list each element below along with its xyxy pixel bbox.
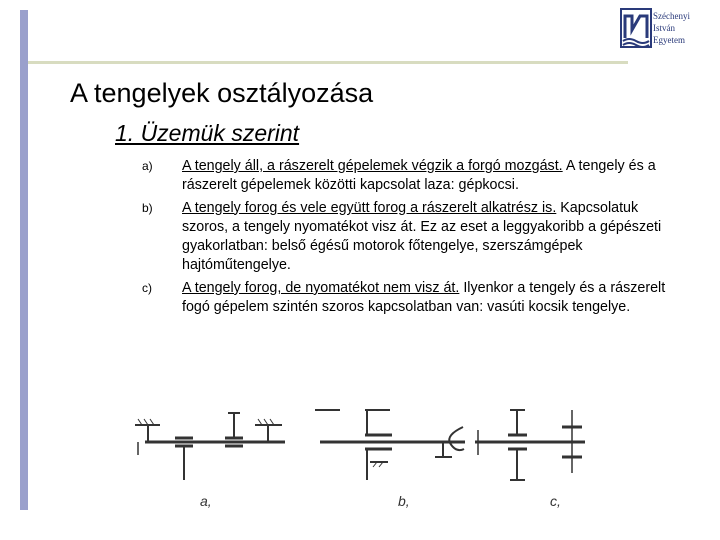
list-item-text [182, 199, 687, 276]
top-divider [28, 61, 628, 64]
list-item-rest: Ilyenkor a tengely és a rászerelt fogó gépelem szintén szoros kapcsolatban van: vasúti kocsik tengelye. [182, 279, 666, 316]
list-marker: c) [142, 280, 152, 295]
diagram-a [135, 413, 285, 480]
diagram-b [315, 410, 465, 480]
diagram-c [475, 410, 585, 480]
logo-line: Széchenyi [653, 11, 690, 21]
logo-emblem-icon [620, 8, 652, 48]
figure-label-c: c, [550, 493, 561, 509]
logo-line: Egyetem [653, 35, 685, 45]
shaft-diagram [130, 395, 590, 520]
section-subtitle [115, 120, 299, 147]
list-item-text [182, 279, 687, 318]
list-item [142, 279, 687, 318]
list-item-lead: A tengely forog és vele együtt forog a rászerelt alkatrész is. [182, 199, 557, 216]
university-logo [620, 8, 720, 54]
page-title: A tengelyek osztályozása [70, 78, 374, 108]
list-item-text [182, 157, 687, 196]
logo-line: István [653, 23, 675, 33]
list-marker: a) [142, 159, 153, 173]
list-item-rest: Kapcsolatuk szoros, a tengely nyomatékot visz át. Ez az eset a leggyakoribb a gépészeti gyakorlatban: belső égésű motorok főtengelye, szerszámgépek hajtóműtengelye. [182, 199, 662, 274]
list-item-lead: A tengely forog, de nyomatékot nem visz át. [182, 279, 460, 296]
list-item-lead: A tengely áll, a rászerelt gépelemek végzik a forgó mozgást. [182, 158, 563, 174]
list-marker: b) [142, 200, 153, 215]
logo-text [653, 10, 690, 46]
subtitle-text: 1. Üzemük szerint [115, 120, 300, 146]
left-accent-bar [20, 10, 28, 510]
shaft-drawing [130, 395, 590, 520]
classification-list [142, 157, 687, 320]
figure-label-a: a, [200, 493, 212, 509]
figure-label-b: b, [398, 493, 410, 509]
list-item [142, 199, 687, 276]
list-item [142, 157, 687, 196]
list-item-rest: A tengely és a rászerelt gépelemek közötti kapcsolat laza: gépkocsi. [182, 158, 656, 194]
